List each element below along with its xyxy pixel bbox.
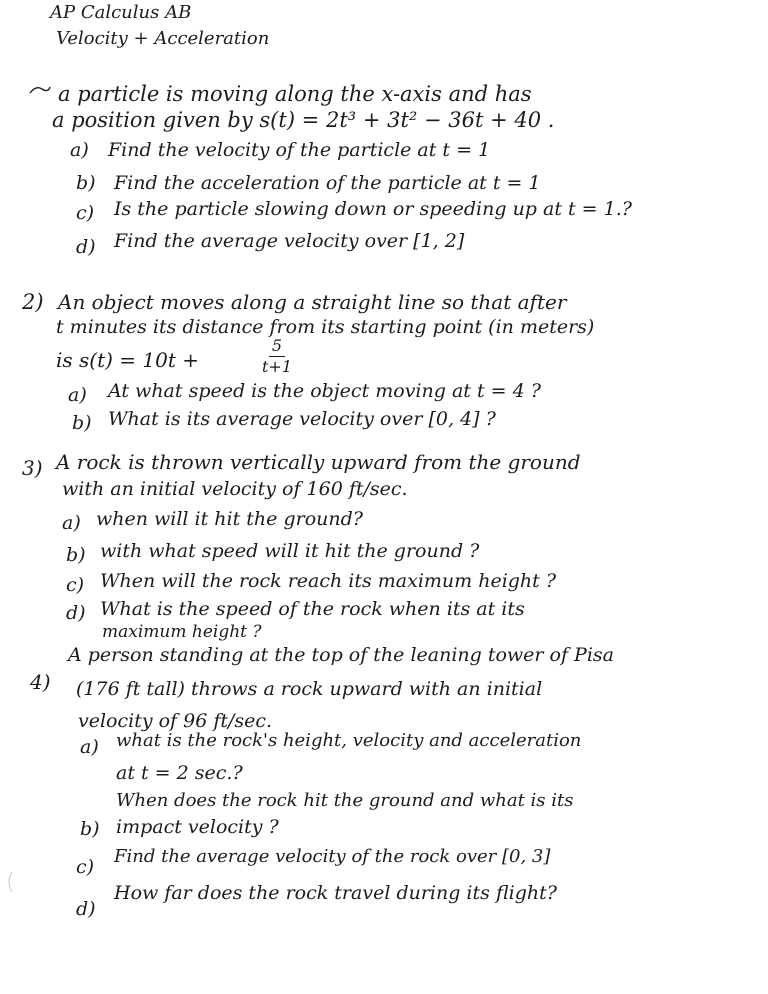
problem-4-line-3: velocity of 96 ft/sec. [78,710,273,732]
worksheet-topic-title: Velocity + Acceleration [56,28,270,49]
problem-1-line-2: a position given by s(t) = 2t³ + 3t² − 36t + 40 . [52,108,555,132]
problem-4a-text: what is the rock's height, velocity and acceleration [116,730,582,751]
problem-1-line-1: a particle is moving along the x-axis and has [58,82,532,106]
problem-2-line-3: is s(t) = 10t + [56,348,199,372]
problem-3-line-1: A rock is thrown vertically upward from the ground [56,450,581,474]
problem-1c-label: c) [76,202,95,224]
problem-4-line-2: (176 ft tall) throws a rock upward with an initial [76,678,543,700]
problem-4-number: 4) [30,670,51,694]
problem-1c-text: Is the particle slowing down or speeding up at t = 1.? [114,198,632,220]
problem-3a-label: a) [62,512,81,534]
problem-4b-text-cont: impact velocity ? [116,816,279,838]
problem-2-fraction [262,338,292,375]
scan-smudge-icon [4,870,20,894]
problem-4b-label: b) [80,818,100,840]
problem-3c-text: When will the rock reach its maximum height ? [100,570,557,592]
problem-4a-label: a) [80,736,99,758]
problem-3d-label: d) [66,602,86,624]
problem-2-number: 2) [22,290,44,314]
problem-4b-text: When does the rock hit the ground and what is its [116,790,574,811]
problem-1d-text: Find the average velocity over [1, 2] [114,230,465,252]
problem-3a-text: when will it hit the ground? [96,508,363,530]
problem-1b-label: b) [76,172,96,194]
pen-mark-icon [28,83,52,97]
problem-3-line-2: with an initial velocity of 160 ft/sec. [62,478,408,500]
problem-2a-text: At what speed is the object moving at t = 4 ? [108,380,541,402]
problem-3-number: 3) [22,456,43,480]
problem-2b-text: What is its average velocity over [0, 4] ? [108,408,496,430]
problem-2a-label: a) [68,384,87,406]
problem-2-line-1: An object moves along a straight line so that after [58,290,567,314]
worksheet-course-title: AP Calculus AB [50,2,192,23]
problem-4d-label: d) [76,898,96,920]
problem-1a-text: Find the velocity of the particle at t = 1 [108,139,491,161]
fraction-numerator: 5 [269,338,285,357]
problem-4a-text-cont: at t = 2 sec.? [116,762,243,784]
problem-3d-text-cont: maximum height ? [102,622,262,642]
problem-4c-label: c) [76,856,95,878]
problem-2b-label: b) [72,412,92,434]
fraction-denominator: t+1 [262,357,293,376]
problem-1b-text: Find the acceleration of the particle at t = 1 [114,172,541,194]
problem-3b-text: with what speed will it hit the ground ? [100,540,480,562]
problem-3c-label: c) [66,574,85,596]
problem-4c-text: Find the average velocity of the rock over [0, 3] [114,846,551,867]
problem-3b-label: b) [66,544,86,566]
problem-4d-text: How far does the rock travel during its flight? [114,882,557,904]
problem-1d-label: d) [76,236,96,258]
problem-3d-text: What is the speed of the rock when its at its [100,598,525,620]
problem-2-line-2: t minutes its distance from its starting point (in meters) [56,316,595,338]
problem-4-line-1: A person standing at the top of the leaning tower of Pisa [68,644,614,666]
problem-1a-label: a) [70,139,89,161]
